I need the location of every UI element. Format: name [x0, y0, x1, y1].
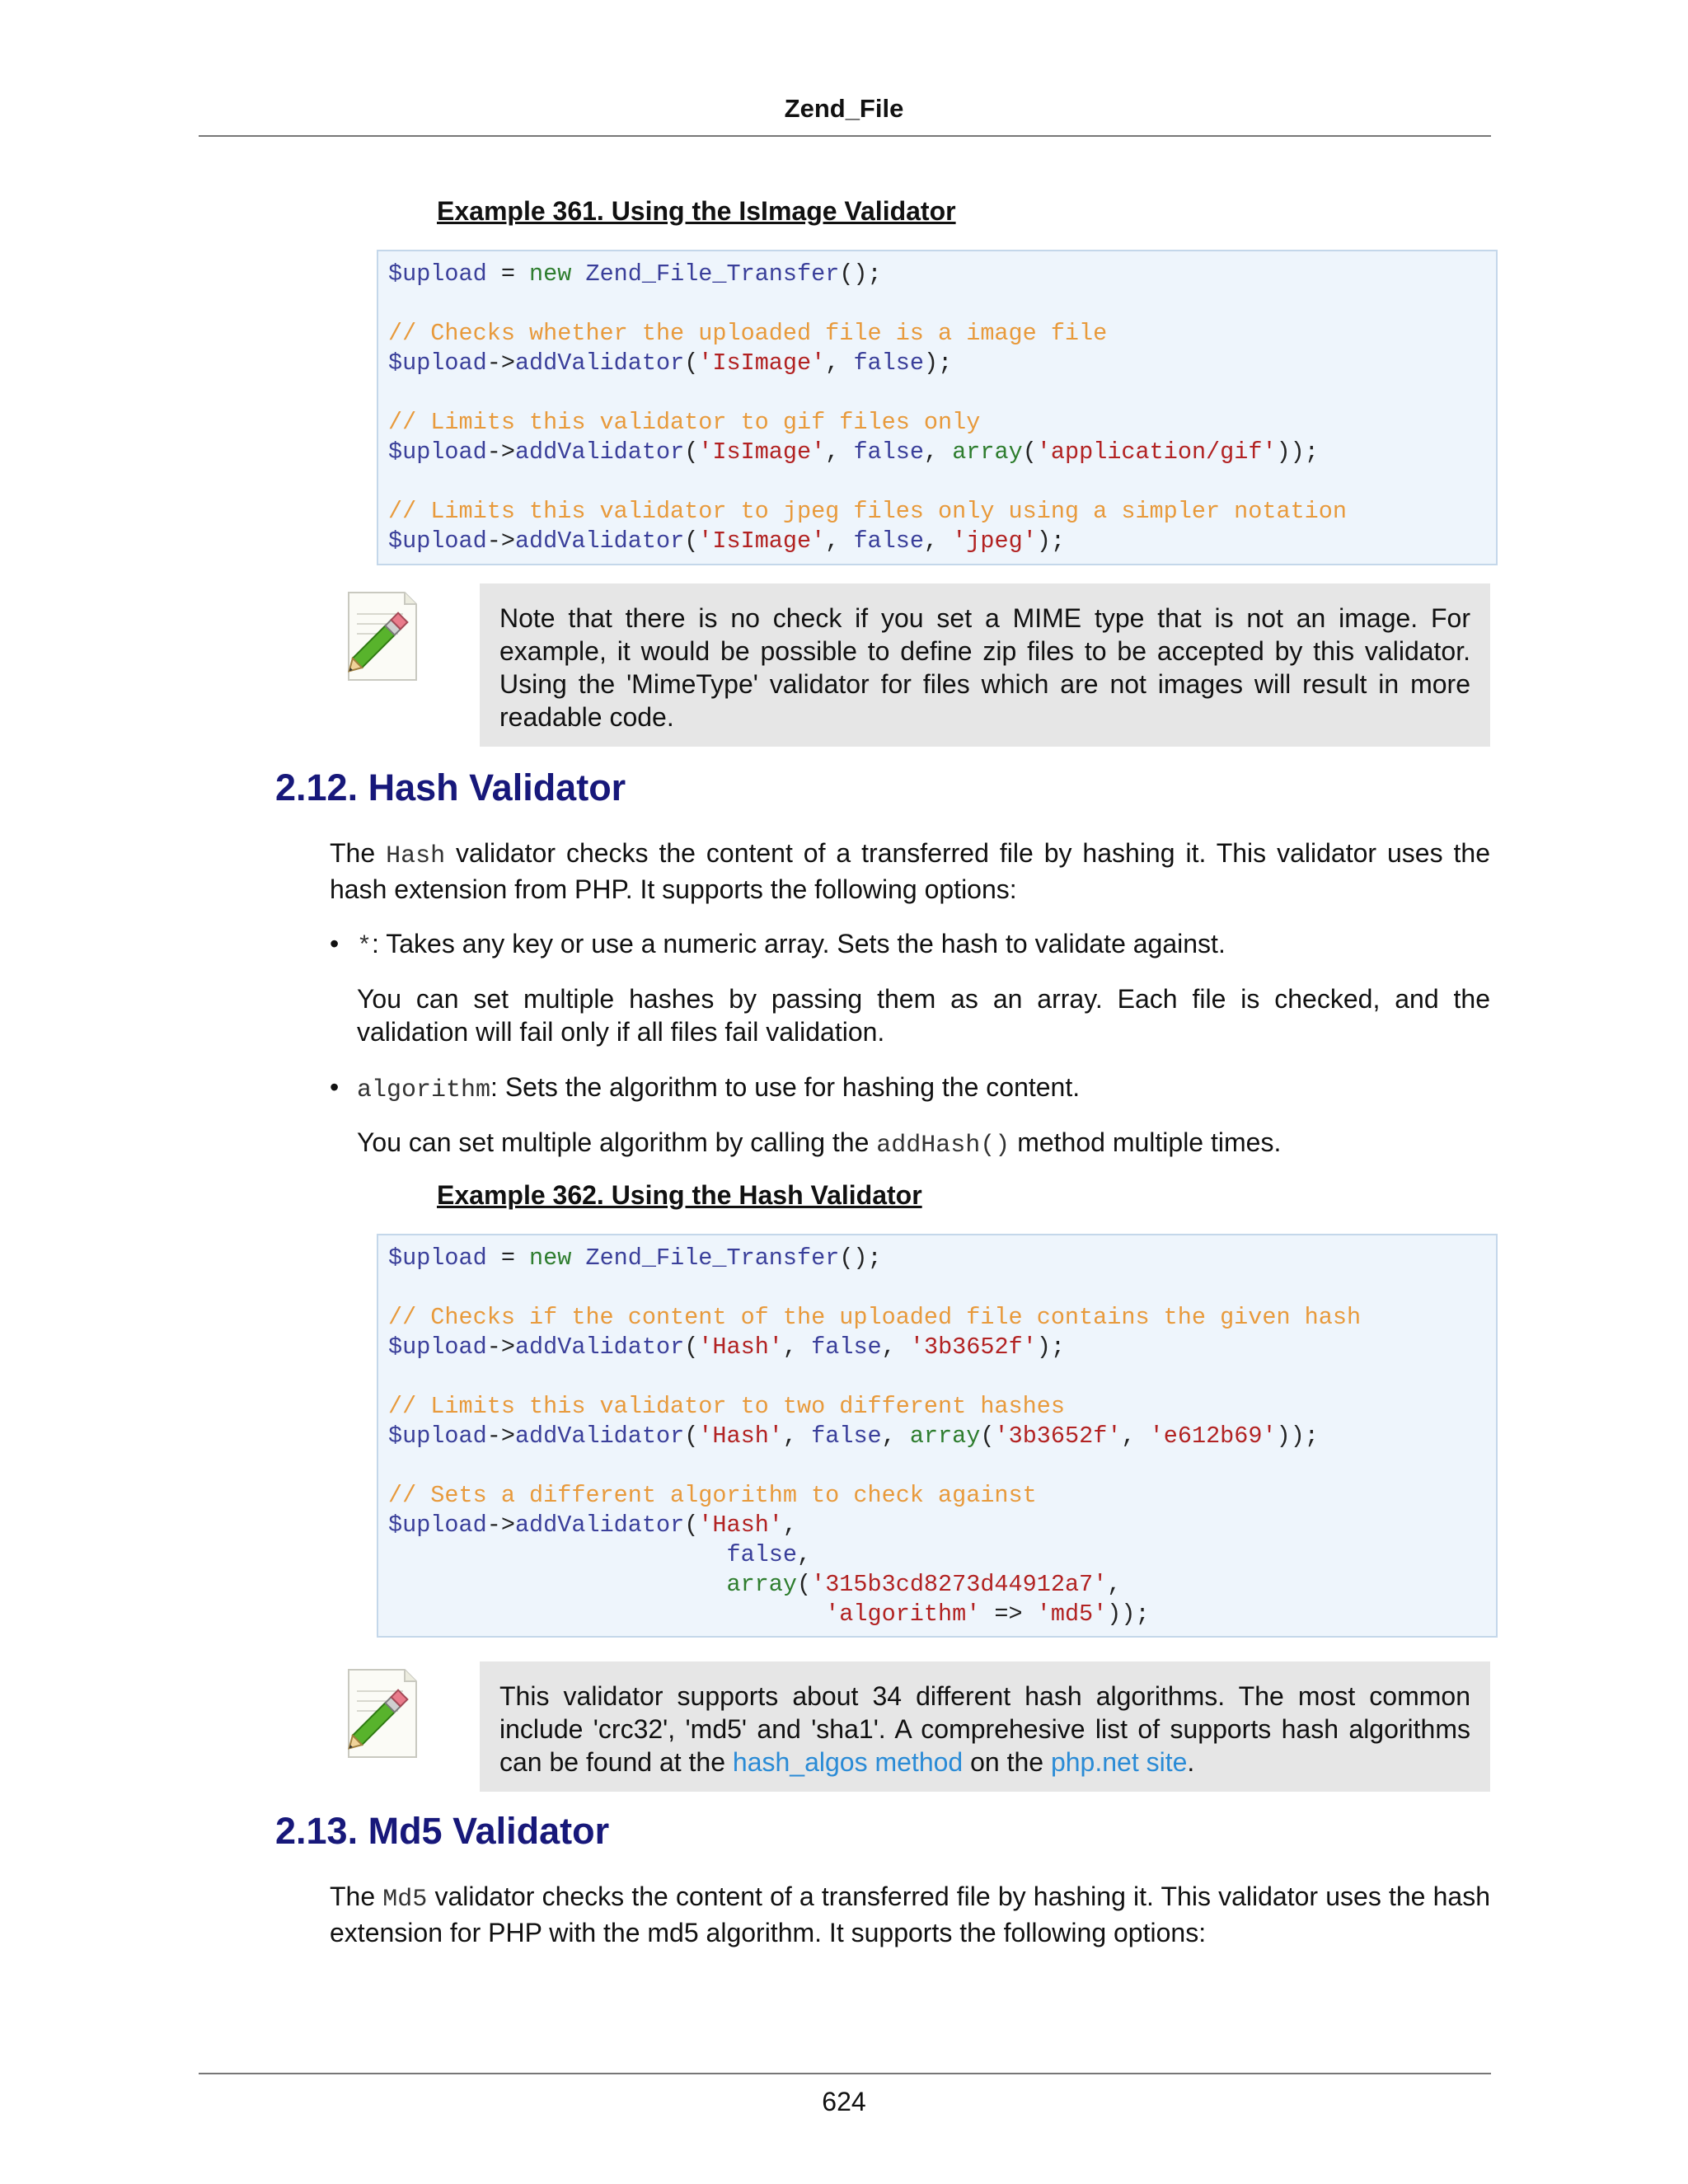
footer-rule — [199, 2073, 1491, 2074]
code-line: $upload->addValidator('IsImage', false, 'jpeg'); — [388, 527, 1066, 555]
code-comment: // Sets a different algorithm to check against — [388, 1482, 1037, 1509]
section-title-hash-validator: 2.12. Hash Validator — [275, 766, 626, 808]
running-header: Zend_File — [784, 94, 904, 123]
code-comment: // Checks whether the uploaded file is a image file — [388, 320, 1108, 347]
bullet-algorithm-option: algorithm: Sets the algorithm to use for hashing the content. — [357, 1072, 1081, 1104]
bullet-algorithm-detail: You can set multiple algorithm by calling the addHash() method multiple times. — [357, 1127, 1282, 1160]
code-comment: // Checks if the content of the uploaded file contains the given hash — [388, 1304, 1362, 1331]
code-comment: // Limits this validator to jpeg files only using a simpler notation — [388, 498, 1347, 525]
page-number: 624 — [822, 2087, 866, 2116]
pencil-note-icon — [337, 589, 423, 687]
code-line: array('315b3cd8273d44912a7', — [726, 1571, 1122, 1598]
code-line: false, — [726, 1541, 812, 1568]
code-line: $upload->addValidator('Hash', false, '3b3652f'); — [388, 1333, 1066, 1361]
bullet-star-option: *: Takes any key or use a numeric array. Sets the hash to validate against. — [357, 929, 1226, 961]
example-362-title: Example 362. Using the Hash Validator — [437, 1180, 922, 1210]
pencil-note-icon — [337, 1666, 423, 1764]
bullet-star-detail: You can set multiple hashes by passing them as an array. Each file is checked, and the validation will fail only if all files fail validation. — [357, 984, 1490, 1047]
hash-intro: The Hash validator checks the content of a transferred file by hashing it. This validator uses the hash extension from PHP. It supports the following options: — [330, 838, 1491, 904]
php-net-link[interactable]: php.net site — [1050, 1747, 1188, 1777]
note-mime-type: Note that there is no check if you set a MIME type that is not an image. For example, it would be possible to define zip files to be accepted by this validator. Using the 'MimeType' validator for files which are not images will result in more readable code. — [480, 583, 1490, 747]
code-comment: // Limits this validator to gif files only — [388, 409, 981, 436]
code-line: $upload->addValidator('IsImage', false, array('application/gif')); — [388, 438, 1319, 466]
hash-algos-link[interactable]: hash_algos method — [732, 1747, 964, 1777]
code-line: $upload = new Zend_File_Transfer(); — [388, 1244, 882, 1272]
note-hash-algorithms: This validator supports about 34 different hash algorithms. The most common include 'crc32', 'md5' and 'sha1'. A comprehesive list of supports hash algorithms can be found at the hash_algos method on the php.net site. — [480, 1661, 1490, 1792]
section-title-md5-validator: 2.13. Md5 Validator — [275, 1810, 610, 1852]
header-rule — [199, 135, 1491, 137]
code-line: 'algorithm' => 'md5')); — [825, 1601, 1150, 1628]
code-comment: // Limits this validator to two different hashes — [388, 1393, 1065, 1420]
code-line: $upload->addValidator('Hash', — [388, 1511, 798, 1539]
code-block-hash — [377, 1234, 1498, 1638]
bullet-marker: • — [330, 1072, 340, 1102]
bullet-marker: • — [330, 929, 340, 958]
code-block-isimage — [377, 250, 1498, 565]
code-line: $upload = new Zend_File_Transfer(); — [388, 260, 882, 288]
example-361-title: Example 361. Using the IsImage Validator — [437, 196, 956, 226]
code-line: $upload->addValidator('Hash', false, array('3b3652f', 'e612b69')); — [388, 1422, 1319, 1450]
md5-intro: The Md5 validator checks the content of a transferred file by hashing it. This validator uses the hash extension for PHP with the md5 algorithm. It supports the following options: — [330, 1882, 1491, 1947]
code-line: $upload->addValidator('IsImage', false); — [388, 349, 953, 377]
